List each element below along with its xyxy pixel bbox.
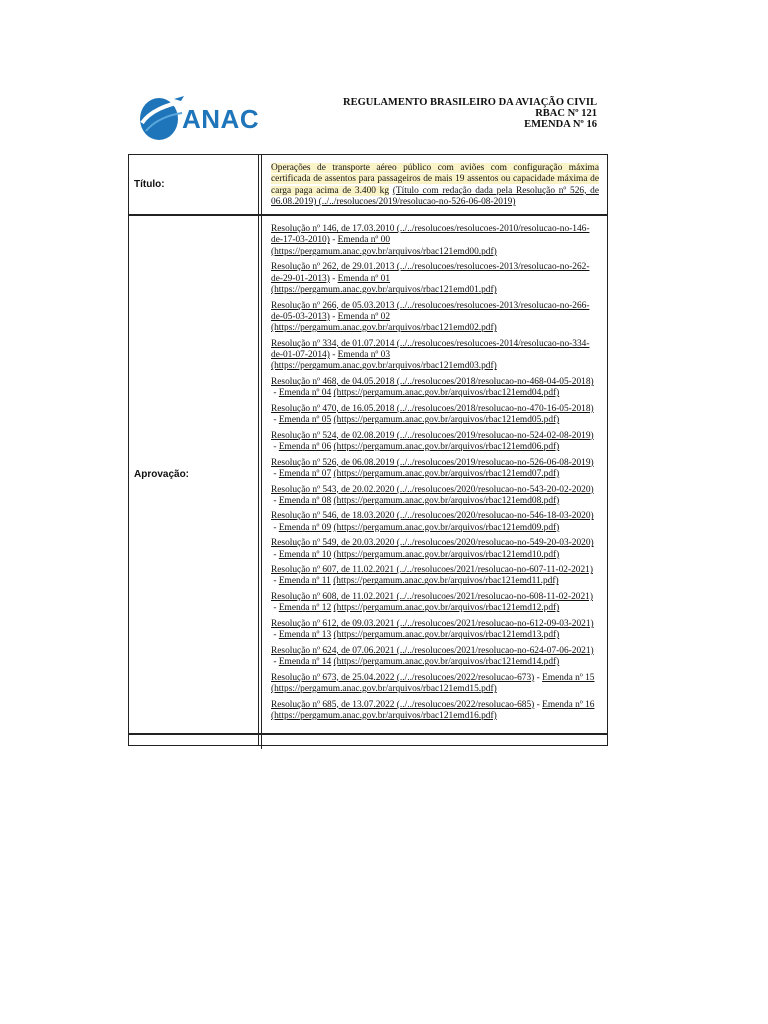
resolution-item	[271, 431, 599, 454]
resolution-link[interactable]: Resolução nº 262, de 29.01.2013 (../../resolucoes/resolucoes-2013/resolucao-no-262-de-29-01-2013)	[271, 262, 590, 284]
separator: -	[271, 522, 279, 533]
aprovacao-label: Aprovação:	[129, 216, 259, 732]
resolution-item	[271, 538, 599, 561]
amendment-pdf-link[interactable]: (https://pergamum.anac.gov.br/arquivos/rbac121emd15.pdf)	[271, 684, 497, 695]
amendment-link[interactable]: Emenda nº 09	[278, 522, 332, 533]
header-rbac-number: RBAC Nº 121	[535, 108, 597, 119]
resolution-link[interactable]: Resolução nº 543, de 20.02.2020 (../../resolucoes/2020/resolucao-no-543-20-02-2020)	[271, 484, 594, 495]
amendment-link[interactable]: Emenda nº 00	[337, 235, 391, 246]
resolution-link[interactable]: Resolução nº 468, de 04.05.2018 (../../resolucoes/2018/resolucao-no-468-04-05-2018)	[271, 376, 594, 387]
resolution-item	[271, 224, 599, 258]
aprovacao-row	[129, 216, 607, 734]
separator: -	[271, 630, 279, 641]
resolution-link[interactable]: Resolução nº 146, de 17.03.2010 (../../resolucoes/resolucoes-2010/resolucao-no-146-de-17-03-2010)	[271, 224, 590, 246]
empty-label-cell	[129, 735, 259, 745]
resolution-item	[271, 485, 599, 508]
resolution-item	[271, 700, 599, 723]
resolution-item	[271, 458, 599, 481]
header-amendment: EMENDA Nº 16	[524, 119, 597, 130]
amendment-link[interactable]: Emenda nº 02	[337, 311, 391, 322]
titulo-text: Operações de transporte aéreo público com aviões com configuração máxima certificada de assentos para passageiros de mais 19 assentos ou capacidade máxima de carga paga acima de 3.400 kg	[271, 163, 599, 196]
amendment-link[interactable]: Emenda nº 03	[337, 350, 391, 361]
separator: -	[271, 549, 279, 560]
resolution-link[interactable]: Resolução nº 470, de 16.05.2018 (../../resolucoes/2018/resolucao-no-470-16-05-2018)	[271, 403, 594, 414]
amendment-link[interactable]: Emenda nº 07	[278, 468, 332, 479]
amendment-link[interactable]: Emenda nº 08	[278, 495, 332, 506]
amendment-pdf-link[interactable]: (https://pergamum.anac.gov.br/arquivos/rbac121emd04.pdf)	[333, 388, 560, 399]
resolution-item	[271, 301, 599, 335]
resolution-item	[271, 619, 599, 642]
amendment-pdf-link[interactable]: (https://pergamum.anac.gov.br/arquivos/rbac121emd01.pdf)	[271, 284, 497, 295]
resolution-item	[271, 404, 599, 427]
resolution-link[interactable]: Resolução nº 524, de 02.08.2019 (../../resolucoes/2019/resolucao-no-524-02-08-2019)	[271, 430, 594, 441]
amendment-link[interactable]: Emenda nº 06	[278, 442, 332, 453]
amendment-pdf-link[interactable]: (https://pergamum.anac.gov.br/arquivos/rbac121emd00.pdf)	[271, 246, 497, 257]
amendment-link[interactable]: Emenda nº 15	[542, 672, 595, 683]
amendment-pdf-link[interactable]: (https://pergamum.anac.gov.br/arquivos/rbac121emd06.pdf)	[333, 442, 560, 453]
resolution-link[interactable]: Resolução nº 608, de 11.02.2021 (../../resolucoes/2021/resolucao-no-608-11-02-2021)	[271, 592, 593, 603]
separator: -	[329, 350, 338, 361]
separator: -	[271, 442, 279, 453]
resolution-link[interactable]: Resolução nº 612, de 09.03.2021 (../../resolucoes/2021/resolucao-no-612-09-03-2021)	[271, 618, 594, 629]
amendment-link[interactable]: Emenda nº 12	[278, 603, 332, 614]
resolution-link[interactable]: Resolução nº 607, de 11.02.2021 (../../resolucoes/2021/resolucao-no-607-11-02-2021)	[271, 565, 593, 576]
amendment-pdf-link[interactable]: (https://pergamum.anac.gov.br/arquivos/rbac121emd12.pdf)	[333, 603, 560, 614]
resolution-item	[271, 673, 599, 696]
header-regulation-title: REGULAMENTO BRASILEIRO DA AVIAÇÃO CIVIL	[343, 97, 597, 108]
separator: -	[329, 235, 338, 246]
resolution-link[interactable]: Resolução nº 685, de 13.07.2022 (../../resolucoes/2022/resolucao-685)	[271, 699, 535, 710]
separator: -	[271, 657, 279, 668]
resolution-link[interactable]: Resolução nº 526, de 06.08.2019 (../../resolucoes/2019/resolucao-no-526-06-08-2019)	[271, 457, 594, 468]
resolution-link[interactable]: Resolução nº 334, de 01.07.2014 (../../resolucoes/resolucoes-2014/resolucao-no-334-de-01-07-2014)	[271, 338, 590, 361]
resolution-item	[271, 646, 599, 669]
resolution-item	[271, 262, 599, 296]
amendment-pdf-link[interactable]: (https://pergamum.anac.gov.br/arquivos/rbac121emd10.pdf)	[333, 549, 560, 560]
resolution-item	[271, 592, 599, 615]
resolution-list	[261, 216, 607, 732]
anac-logo-globe-icon	[136, 93, 186, 143]
amendment-link[interactable]: Emenda nº 13	[278, 630, 332, 641]
resolution-item	[271, 511, 599, 534]
resolution-item	[271, 377, 599, 400]
separator: -	[329, 311, 338, 322]
resolution-link[interactable]: Resolução nº 546, de 18.03.2020 (../../resolucoes/2020/resolucao-no-546-18-03-2020)	[271, 511, 594, 522]
anac-logo-text: ANAC	[182, 104, 260, 134]
resolution-link[interactable]: Resolução nº 549, de 20.03.2020 (../../resolucoes/2020/resolucao-no-549-20-03-2020)	[271, 538, 594, 549]
amendment-link[interactable]: Emenda nº 05	[278, 415, 332, 426]
separator: -	[271, 603, 279, 614]
separator: -	[534, 699, 543, 710]
amendment-link[interactable]: Emenda nº 04	[278, 388, 332, 399]
amendment-pdf-link[interactable]: (https://pergamum.anac.gov.br/arquivos/rbac121emd07.pdf)	[333, 468, 560, 479]
amendment-pdf-link[interactable]: (https://pergamum.anac.gov.br/arquivos/rbac121emd09.pdf)	[333, 522, 560, 533]
separator: -	[271, 468, 279, 479]
amendment-pdf-link[interactable]: (https://pergamum.anac.gov.br/arquivos/rbac121emd13.pdf)	[333, 630, 560, 641]
separator: -	[271, 576, 279, 587]
amendment-pdf-link[interactable]: (https://pergamum.anac.gov.br/arquivos/rbac121emd11.pdf)	[333, 576, 559, 587]
amendment-link[interactable]: Emenda nº 10	[278, 549, 332, 560]
separator: -	[329, 273, 338, 284]
amendment-pdf-link[interactable]: (https://pergamum.anac.gov.br/arquivos/rbac121emd14.pdf)	[333, 657, 560, 668]
titulo-row	[129, 155, 607, 216]
amendment-link[interactable]: Emenda nº 01	[337, 273, 391, 284]
amendment-pdf-link[interactable]: (https://pergamum.anac.gov.br/arquivos/rbac121emd02.pdf)	[271, 323, 497, 334]
resolution-item	[271, 565, 599, 588]
amendment-link[interactable]: Emenda nº 14	[278, 657, 332, 668]
titulo-label: Título:	[129, 155, 259, 214]
titulo-resolution-link[interactable]: (Título com redação dada pela Resolução nº 526, de 06.08.2019) (../../resolucoes/2019/resolucao-no-526-06-08-2019)	[271, 185, 599, 207]
resolution-link[interactable]: Resolução nº 673, de 25.04.2022 (../../resolucoes/2022/resolucao-673)	[271, 672, 535, 683]
amendment-pdf-link[interactable]: (https://pergamum.anac.gov.br/arquivos/rbac121emd05.pdf)	[333, 415, 560, 426]
amendment-link[interactable]: Emenda nº 16	[542, 699, 595, 710]
amendment-link[interactable]: Emenda nº 11	[278, 576, 331, 587]
resolution-item	[271, 339, 599, 373]
empty-row	[129, 735, 607, 745]
separator: -	[271, 388, 279, 399]
titulo-content	[261, 155, 607, 214]
resolution-link[interactable]: Resolução nº 624, de 07.06.2021 (../../resolucoes/2021/resolucao-no-624-07-06-2021)	[271, 645, 594, 656]
separator: -	[271, 495, 279, 506]
separator: -	[534, 672, 543, 683]
amendment-pdf-link[interactable]: (https://pergamum.anac.gov.br/arquivos/rbac121emd03.pdf)	[271, 361, 497, 372]
regulation-info-table	[128, 154, 608, 746]
amendment-pdf-link[interactable]: (https://pergamum.anac.gov.br/arquivos/rbac121emd16.pdf)	[271, 710, 497, 721]
amendment-pdf-link[interactable]: (https://pergamum.anac.gov.br/arquivos/rbac121emd08.pdf)	[333, 495, 560, 506]
separator: -	[271, 415, 279, 426]
document-header	[343, 97, 597, 130]
resolution-link[interactable]: Resolução nº 266, de 05.03.2013 (../../resolucoes/resolucoes-2013/resolucao-no-266-de-05-03-2013)	[271, 300, 590, 322]
empty-content-cell	[261, 735, 607, 749]
